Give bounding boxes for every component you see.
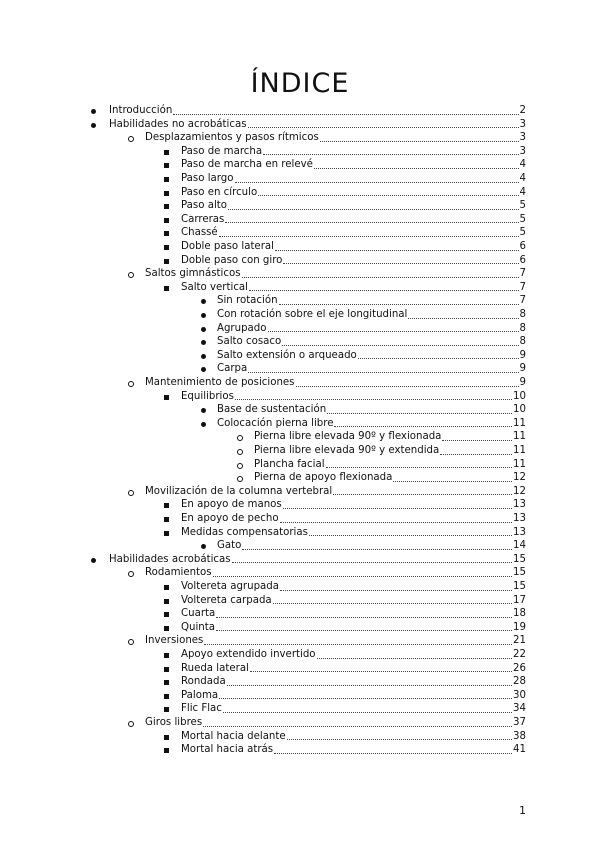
toc-leader-dots bbox=[203, 726, 512, 727]
toc-entry-page: 15 bbox=[513, 581, 526, 592]
toc-entry-page: 12 bbox=[513, 485, 526, 497]
toc-leader-dots bbox=[232, 562, 512, 563]
toc-entry-label: Medidas compensatorias bbox=[181, 526, 308, 538]
toc-entry[interactable] bbox=[181, 186, 526, 200]
toc-bullet-icon bbox=[201, 544, 206, 549]
toc-entry-page: 5 bbox=[519, 213, 526, 225]
toc-bullet-icon bbox=[201, 299, 206, 304]
toc-leader-dots bbox=[228, 209, 519, 210]
toc-entry-page: 34 bbox=[513, 703, 526, 715]
toc-entry-page: 9 bbox=[519, 349, 526, 361]
toc-bullet-icon bbox=[164, 218, 169, 223]
page-number: 1 bbox=[519, 804, 526, 817]
toc-entry-page: 9 bbox=[519, 377, 526, 388]
toc-bullet-icon bbox=[164, 231, 169, 236]
toc-entry[interactable] bbox=[217, 335, 526, 349]
toc-entry-label: Salto vertical bbox=[181, 281, 248, 293]
page-title: ÍNDICE bbox=[250, 68, 350, 99]
toc-leader-dots bbox=[280, 590, 512, 591]
toc-bullet-icon bbox=[128, 381, 134, 387]
toc-bullet-icon bbox=[237, 463, 243, 469]
toc-leader-dots bbox=[242, 277, 519, 278]
toc-entry-label: Quinta bbox=[181, 621, 215, 633]
toc-entry-page: 7 bbox=[519, 295, 526, 307]
toc-entry-label: Habilidades acrobáticas bbox=[109, 553, 231, 565]
toc-entry[interactable] bbox=[181, 648, 526, 662]
toc-leader-dots bbox=[333, 494, 512, 495]
toc-entry-label: Doble paso lateral bbox=[181, 241, 274, 252]
toc-leader-dots bbox=[219, 236, 519, 237]
toc-leader-dots bbox=[358, 358, 519, 359]
toc-entry-page: 41 bbox=[513, 744, 526, 756]
toc-entry-label: Sin rotación bbox=[217, 295, 278, 307]
toc-leader-dots bbox=[309, 535, 512, 536]
toc-entry-page: 12 bbox=[513, 472, 526, 484]
toc-entry-page: 17 bbox=[513, 594, 526, 606]
toc-leader-dots bbox=[287, 739, 512, 740]
toc-entry-label: Carpa bbox=[217, 363, 248, 375]
toc-leader-dots bbox=[279, 304, 519, 305]
toc-entry-label: Agrupado bbox=[217, 322, 267, 334]
toc-entry[interactable] bbox=[217, 349, 526, 363]
toc-leader-dots bbox=[440, 454, 512, 455]
toc-entry[interactable] bbox=[181, 240, 526, 254]
toc-entry[interactable] bbox=[254, 444, 526, 458]
toc-leader-dots bbox=[274, 753, 512, 754]
toc-entry-label: Gato bbox=[217, 540, 242, 552]
toc-entry[interactable] bbox=[181, 145, 526, 159]
toc-entry[interactable] bbox=[145, 376, 526, 390]
toc-leader-dots bbox=[334, 426, 512, 427]
toc-entry[interactable] bbox=[181, 226, 526, 240]
toc-leader-dots bbox=[283, 263, 518, 264]
toc-entry-page: 5 bbox=[519, 227, 526, 239]
toc-entry-label: Giros libres bbox=[145, 717, 203, 728]
toc-leader-dots bbox=[320, 141, 519, 142]
toc-entry[interactable] bbox=[181, 498, 526, 512]
toc-entry-label: Con rotación sobre el eje longitudinal bbox=[217, 309, 408, 320]
toc-entry[interactable] bbox=[217, 539, 526, 553]
toc-entry[interactable] bbox=[217, 294, 526, 308]
toc-bullet-icon bbox=[91, 558, 96, 563]
toc-entry-label: Cuarta bbox=[181, 608, 216, 620]
toc-entry-label: Apoyo extendido invertido bbox=[181, 649, 316, 660]
toc-bullet-icon bbox=[128, 490, 134, 496]
toc-entry-page: 4 bbox=[519, 186, 526, 198]
toc-leader-dots bbox=[248, 127, 519, 128]
toc-bullet-icon bbox=[164, 517, 169, 522]
toc-entry-page: 10 bbox=[513, 390, 526, 402]
toc-bullet-icon bbox=[164, 735, 169, 740]
toc-entry-label: Paloma bbox=[181, 689, 219, 701]
toc-entry-label: Movilización de la columna vertebral bbox=[145, 485, 333, 497]
toc-entry[interactable] bbox=[254, 471, 526, 485]
toc-entry-page: 15 bbox=[513, 553, 526, 565]
toc-bullet-icon bbox=[164, 395, 169, 400]
toc-entry[interactable] bbox=[181, 743, 526, 757]
toc-entry[interactable] bbox=[181, 172, 526, 186]
toc-bullet-icon bbox=[164, 259, 169, 264]
toc-leader-dots bbox=[227, 685, 512, 686]
toc-leader-dots bbox=[223, 712, 512, 713]
toc-entry[interactable] bbox=[181, 390, 526, 404]
toc-entry-page: 3 bbox=[519, 145, 526, 157]
toc-entry-page: 11 bbox=[513, 458, 526, 470]
toc-bullet-icon bbox=[164, 204, 169, 209]
toc-entry[interactable] bbox=[217, 362, 526, 376]
toc-bullet-icon bbox=[91, 123, 96, 128]
toc-entry-page: 11 bbox=[513, 417, 526, 429]
toc-entry-label: Paso largo bbox=[181, 173, 234, 184]
toc-bullet-icon bbox=[201, 313, 206, 318]
toc-entry-page: 13 bbox=[513, 526, 526, 538]
toc-leader-dots bbox=[263, 154, 518, 155]
toc-entry-label: Colocación pierna libre bbox=[217, 417, 334, 429]
toc-bullet-icon bbox=[91, 109, 96, 114]
toc-leader-dots bbox=[258, 195, 518, 196]
toc-leader-dots bbox=[235, 399, 512, 400]
toc-entry-label: Pierna libre elevada 90º y extendida bbox=[254, 445, 440, 456]
toc-leader-dots bbox=[296, 386, 519, 387]
toc-entry[interactable] bbox=[254, 430, 526, 444]
toc-leader-dots bbox=[273, 603, 512, 604]
toc-leader-dots bbox=[326, 467, 512, 468]
toc-entry-page: 8 bbox=[519, 336, 526, 348]
toc-bullet-icon bbox=[128, 639, 134, 645]
toc-entry-label: Rodamientos bbox=[145, 567, 212, 579]
toc-entry-label: Salto extensión o arqueado bbox=[217, 349, 357, 361]
toc-entry-label: Rondada bbox=[181, 676, 226, 688]
toc-entry[interactable] bbox=[181, 689, 526, 703]
toc-entry-page: 4 bbox=[519, 173, 526, 184]
toc-leader-dots bbox=[242, 549, 512, 550]
toc-entry[interactable] bbox=[181, 594, 526, 608]
toc-entry[interactable] bbox=[217, 322, 526, 336]
toc-entry[interactable] bbox=[145, 716, 526, 730]
toc-bullet-icon bbox=[164, 177, 169, 182]
toc-entry-page: 11 bbox=[513, 431, 526, 443]
toc-bullet-icon bbox=[237, 435, 243, 441]
toc-entry-page: 21 bbox=[513, 635, 526, 647]
toc-entry-label: Inversiones bbox=[145, 635, 204, 647]
toc-leader-dots bbox=[280, 522, 512, 523]
toc-bullet-icon bbox=[201, 367, 206, 372]
toc-entry-page: 6 bbox=[519, 254, 526, 266]
toc-entry-page: 10 bbox=[513, 404, 526, 416]
toc-entry-page: 8 bbox=[519, 309, 526, 320]
toc-entry-page: 9 bbox=[519, 363, 526, 375]
toc-bullet-icon bbox=[164, 694, 169, 699]
toc-entry[interactable] bbox=[181, 730, 526, 744]
toc-entry-label: Introducción bbox=[109, 105, 173, 116]
toc-bullet-icon bbox=[164, 286, 169, 291]
toc-leader-dots bbox=[268, 331, 519, 332]
toc-entry-label: Mortal hacia delante bbox=[181, 730, 286, 742]
toc-entry[interactable] bbox=[145, 634, 526, 648]
toc-bullet-icon bbox=[164, 626, 169, 631]
toc-entry-label: Voltereta carpada bbox=[181, 594, 272, 606]
toc-bullet-icon bbox=[164, 163, 169, 168]
toc-bullet-icon bbox=[201, 408, 206, 413]
toc-entry[interactable] bbox=[217, 417, 526, 431]
toc-bullet-icon bbox=[164, 653, 169, 658]
toc-entry-page: 19 bbox=[513, 621, 526, 633]
toc-entry[interactable] bbox=[181, 199, 526, 213]
toc-entry[interactable] bbox=[181, 213, 526, 227]
toc-bullet-icon bbox=[237, 476, 243, 482]
toc-entry[interactable] bbox=[181, 607, 526, 621]
toc-leader-dots bbox=[393, 481, 512, 482]
toc-entry-page: 18 bbox=[513, 608, 526, 620]
toc-entry-page: 28 bbox=[513, 676, 526, 688]
toc-entry-page: 6 bbox=[519, 241, 526, 252]
toc-entry-page: 13 bbox=[513, 499, 526, 511]
toc-bullet-icon bbox=[164, 191, 169, 196]
toc-leader-dots bbox=[204, 644, 512, 645]
toc-entry[interactable] bbox=[145, 131, 526, 145]
toc-entry-label: Paso en círculo bbox=[181, 186, 258, 198]
toc-entry-label: Mantenimiento de posiciones bbox=[145, 377, 295, 388]
toc-bullet-icon bbox=[164, 585, 169, 590]
toc-bullet-icon bbox=[201, 354, 206, 359]
toc-entry-page: 8 bbox=[519, 322, 526, 334]
toc-leader-dots bbox=[219, 698, 512, 699]
toc-entry[interactable] bbox=[181, 580, 526, 594]
toc-leader-dots bbox=[216, 617, 512, 618]
toc-entry[interactable] bbox=[109, 118, 526, 132]
toc-entry[interactable] bbox=[109, 553, 526, 567]
toc-bullet-icon bbox=[164, 150, 169, 155]
toc-entry-label: Base de sustentación bbox=[217, 404, 327, 416]
toc-bullet-icon bbox=[164, 612, 169, 617]
toc-leader-dots bbox=[225, 222, 518, 223]
toc-entry[interactable] bbox=[181, 662, 526, 676]
toc-entry-label: Voltereta agrupada bbox=[181, 581, 279, 592]
toc-entry-label: Saltos gimnásticos bbox=[145, 268, 241, 280]
toc-entry-page: 5 bbox=[519, 200, 526, 212]
toc-entry-page: 26 bbox=[513, 662, 526, 674]
toc-entry[interactable] bbox=[181, 621, 526, 635]
toc-leader-dots bbox=[283, 508, 512, 509]
toc-bullet-icon bbox=[164, 503, 169, 508]
toc-entry[interactable] bbox=[145, 566, 526, 580]
toc-leader-dots bbox=[250, 671, 512, 672]
toc-leader-dots bbox=[248, 372, 518, 373]
toc-bullet-icon bbox=[128, 136, 134, 142]
toc-entry-page: 4 bbox=[519, 159, 526, 171]
toc-bullet-icon bbox=[128, 721, 134, 727]
toc-entry-page: 38 bbox=[513, 730, 526, 742]
toc-entry[interactable] bbox=[181, 675, 526, 689]
toc-entry-page: 11 bbox=[513, 445, 526, 456]
toc-leader-dots bbox=[282, 345, 518, 346]
toc-entry[interactable] bbox=[109, 104, 526, 118]
toc-entry-label: Pierna de apoyo flexionada bbox=[254, 472, 393, 484]
toc-entry[interactable] bbox=[181, 254, 526, 268]
toc-entry-label: Salto cosaco bbox=[217, 336, 282, 348]
toc-entry-page: 7 bbox=[519, 281, 526, 293]
toc-leader-dots bbox=[317, 658, 512, 659]
toc-entry-label: Flic Flac bbox=[181, 703, 222, 715]
toc-entry-page: 2 bbox=[519, 105, 526, 116]
toc-entry-label: Desplazamientos y pasos rítmicos bbox=[145, 132, 319, 144]
toc-entry[interactable] bbox=[217, 308, 526, 322]
toc-entry-label: Plancha facial bbox=[254, 458, 325, 470]
toc-leader-dots bbox=[235, 182, 519, 183]
toc-entry-label: En apoyo de manos bbox=[181, 499, 282, 511]
toc-entry[interactable] bbox=[181, 526, 526, 540]
toc-entry[interactable] bbox=[217, 403, 526, 417]
toc-entry-page: 37 bbox=[513, 717, 526, 728]
toc-entry-label: Rueda lateral bbox=[181, 662, 249, 674]
toc-entry[interactable] bbox=[254, 458, 526, 472]
toc-bullet-icon bbox=[164, 680, 169, 685]
toc-entry[interactable] bbox=[181, 702, 526, 716]
toc-leader-dots bbox=[327, 413, 512, 414]
toc-entry-page: 3 bbox=[519, 132, 526, 144]
toc-entry-label: Mortal hacia atrás bbox=[181, 744, 274, 756]
toc-leader-dots bbox=[173, 114, 518, 115]
toc-leader-dots bbox=[442, 440, 512, 441]
toc-entry-label: En apoyo de pecho bbox=[181, 513, 279, 524]
toc-leader-dots bbox=[408, 318, 518, 319]
toc-entry-label: Pierna libre elevada 90º y flexionada bbox=[254, 431, 442, 443]
toc-leader-dots bbox=[216, 630, 512, 631]
toc-entry[interactable] bbox=[145, 267, 526, 281]
toc-entry-label: Doble paso con giro bbox=[181, 254, 283, 266]
toc-leader-dots bbox=[275, 250, 519, 251]
toc-leader-dots bbox=[314, 168, 519, 169]
toc-entry-label: Equilibrios bbox=[181, 390, 234, 402]
toc-bullet-icon bbox=[128, 571, 134, 577]
toc-bullet-icon bbox=[164, 531, 169, 536]
toc-bullet-icon bbox=[164, 707, 169, 712]
toc-entry[interactable] bbox=[181, 158, 526, 172]
toc-entry-page: 7 bbox=[519, 268, 526, 280]
toc-bullet-icon bbox=[201, 422, 206, 427]
toc-entry-label: Carreras bbox=[181, 213, 225, 225]
toc-leader-dots bbox=[213, 576, 512, 577]
toc-entry-page: 30 bbox=[513, 689, 526, 701]
toc-entry-page: 13 bbox=[513, 513, 526, 524]
toc-entry[interactable] bbox=[181, 512, 526, 526]
toc-entry-page: 14 bbox=[513, 540, 526, 552]
toc-bullet-icon bbox=[164, 599, 169, 604]
toc-entry-page: 22 bbox=[513, 649, 526, 660]
toc-bullet-icon bbox=[164, 245, 169, 250]
toc-bullet-icon bbox=[128, 272, 134, 278]
toc-entry-label: Paso de marcha bbox=[181, 145, 263, 157]
toc-leader-dots bbox=[249, 290, 519, 291]
toc-entry-label: Habilidades no acrobáticas bbox=[109, 118, 247, 130]
toc-entry[interactable] bbox=[145, 485, 526, 499]
toc-entry-label: Paso alto bbox=[181, 200, 228, 212]
toc-bullet-icon bbox=[201, 340, 206, 345]
toc-bullet-icon bbox=[237, 449, 243, 455]
toc-entry-page: 15 bbox=[513, 567, 526, 579]
toc-entry[interactable] bbox=[181, 281, 526, 295]
toc-entry-label: Paso de marcha en relevé bbox=[181, 159, 313, 171]
toc-entry-page: 3 bbox=[519, 118, 526, 130]
toc-bullet-icon bbox=[164, 748, 169, 753]
toc-bullet-icon bbox=[201, 327, 206, 332]
toc-bullet-icon bbox=[164, 667, 169, 672]
toc-entry-label: Chassé bbox=[181, 227, 218, 239]
